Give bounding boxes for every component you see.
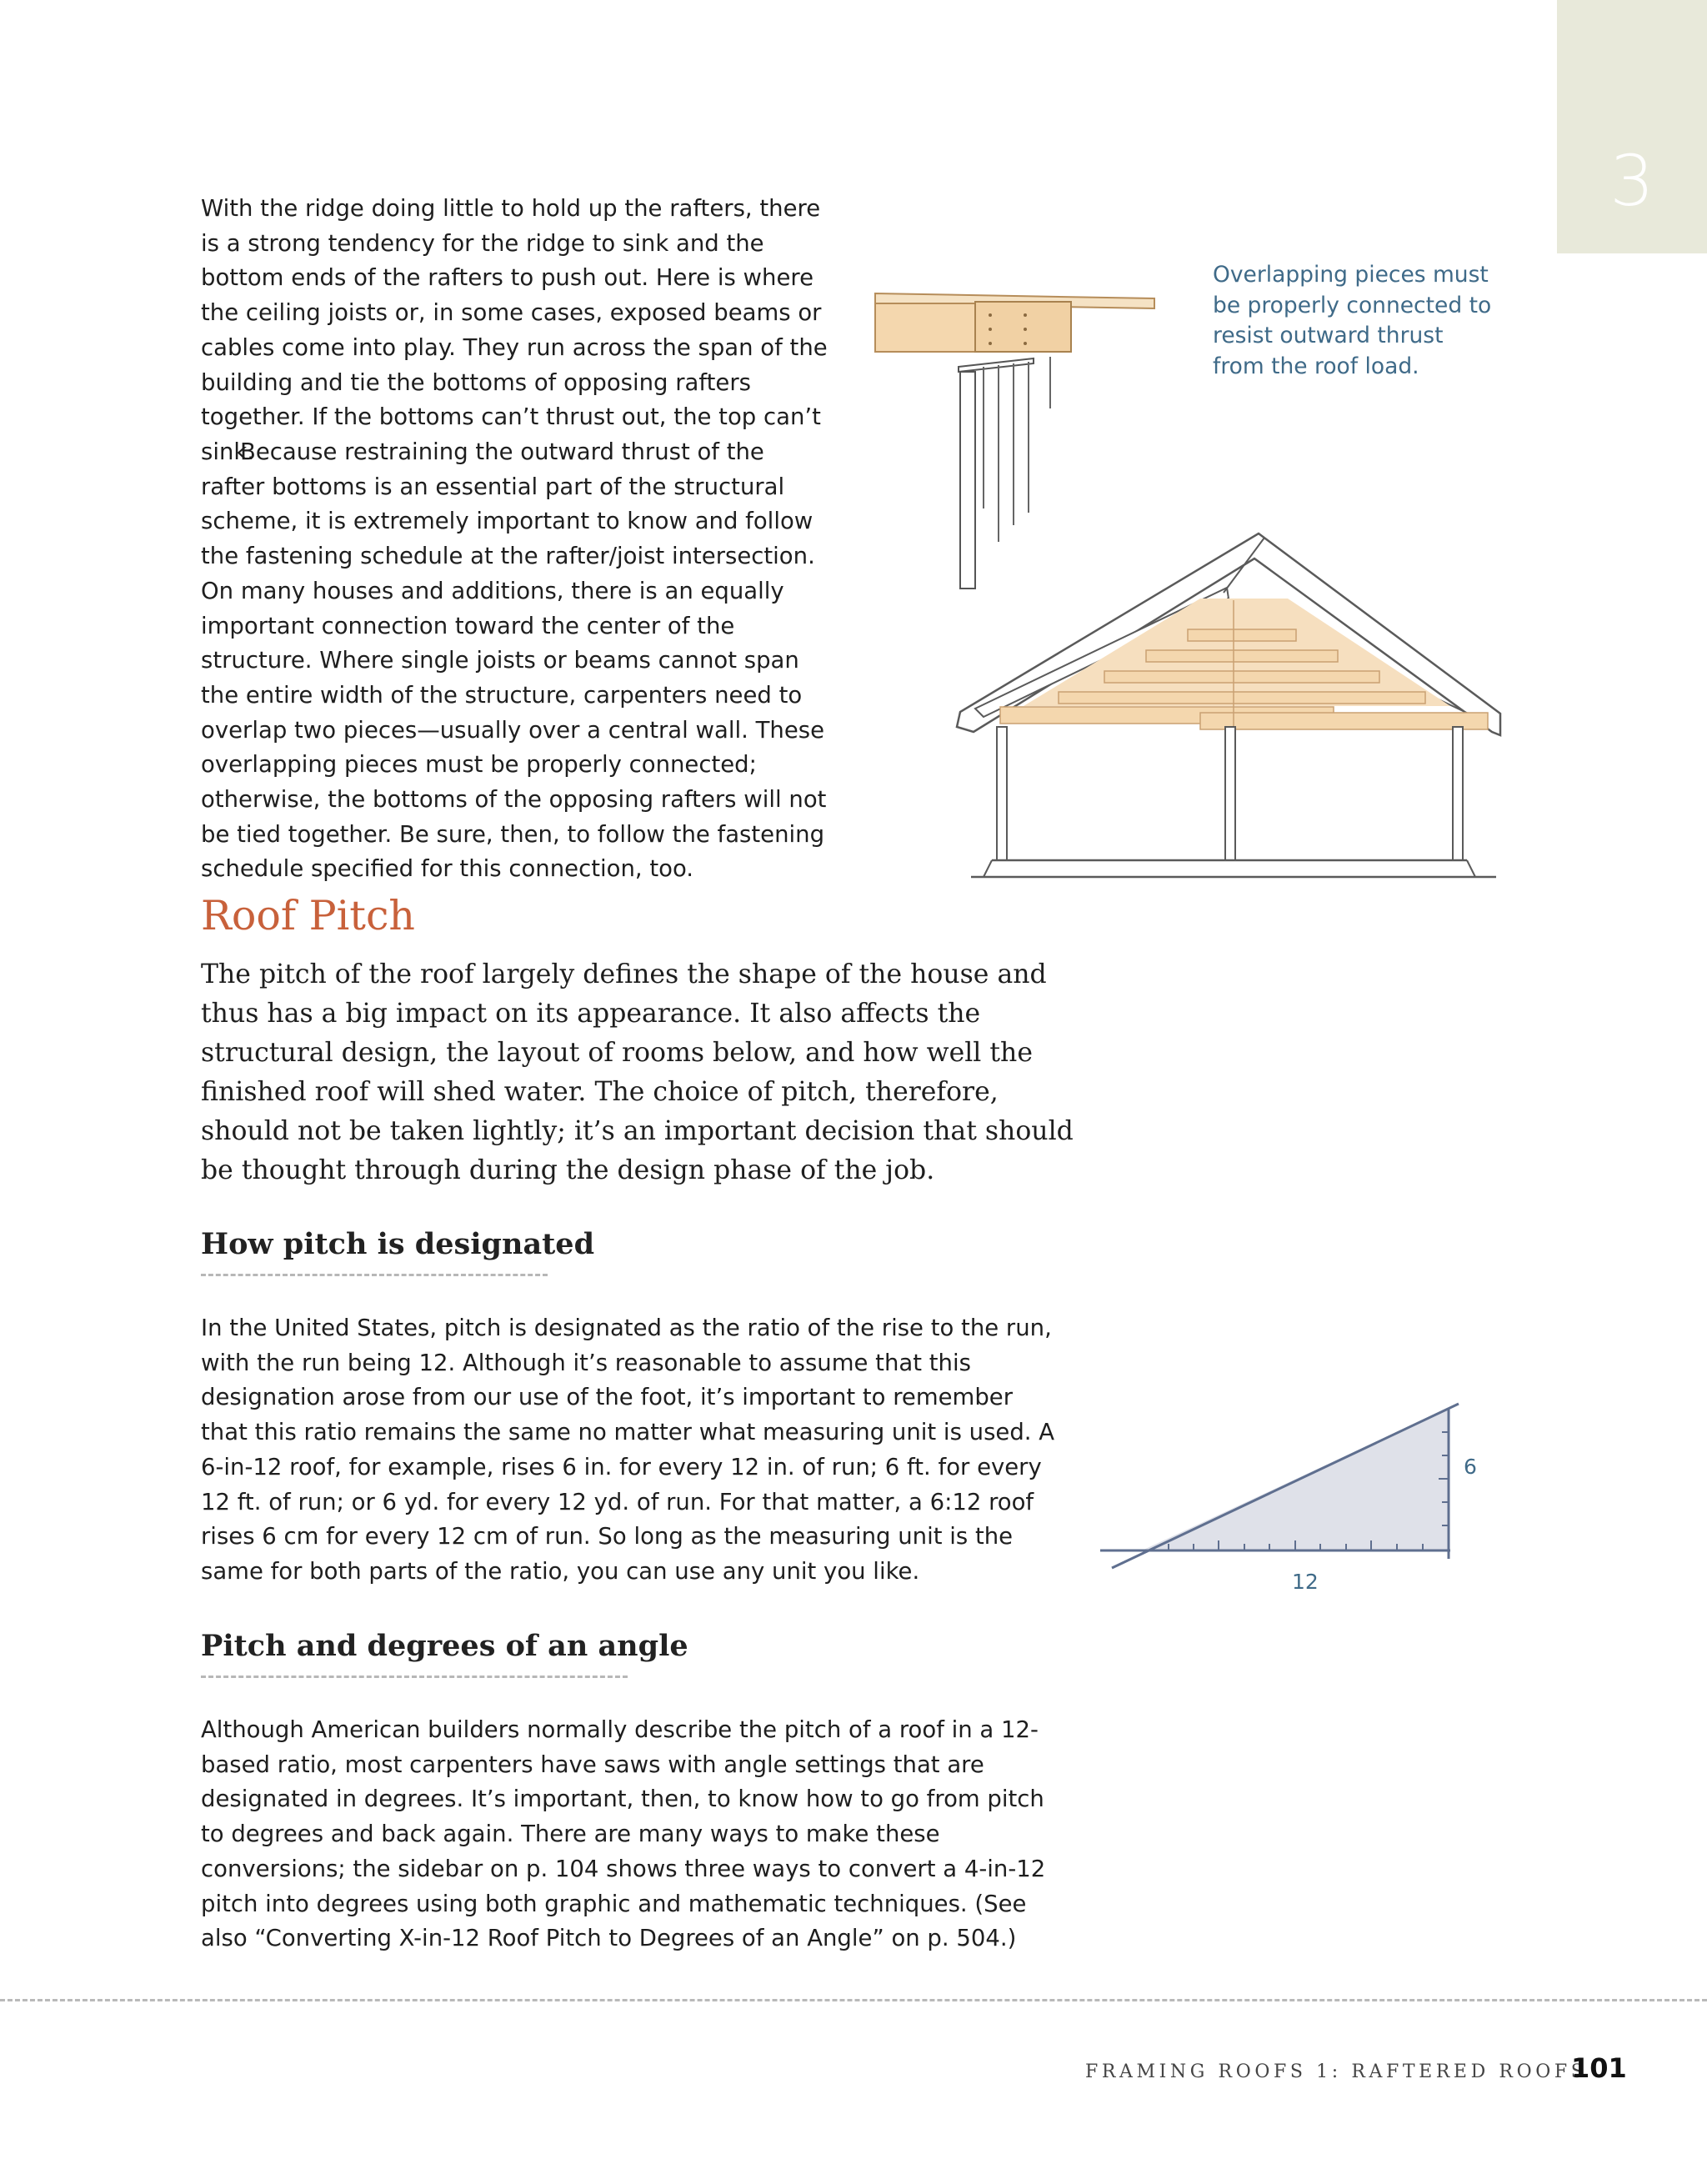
- page-divider: [0, 1999, 1707, 2001]
- subsection-body-2: Although American builders normally describe the pitch of a roof in a 12-based ratio, most carpenters have saws with angle settings that are designated in degrees. It’s important, then, to know how to go from pitch to degrees and back again. There are many ways to make these conversions; the sidebar on p. 104 shows three ways to convert a 4-in-12 pitch into degrees using both graphic and mathematic techniques. (See also “Converting X-in-12 Roof Pitch to Degrees of an Angle” on p. 504.): [201, 1716, 1046, 1952]
- run-label: 12: [1292, 1570, 1319, 1594]
- joist-detail: [875, 293, 1154, 589]
- subsection-title-1: How pitch is designated: [201, 1227, 595, 1261]
- running-head: FRAMING ROOFS 1: RAFTERED ROOFS: [1085, 2061, 1588, 2082]
- page-number: 101: [1571, 2052, 1627, 2084]
- intro-paragraph-2: Because restraining the outward thrust of the rafter bottoms is an essential part of the structural scheme, it is extremely important to know and follow the fastening schedule at the rafter/joist intersection. On many houses and additions, there is an equally important connection toward the center of the structure. Where single joists or beams cannot span the entire width of the structure, carpenters need to overlap two pieces—usually over a central wall. These overlapping pieces must be properly connected; otherwise, the bottoms of the opposing rafters will not be tied together. Be sure, then, to follow the fastening schedule specified for this connection, too.: [201, 438, 827, 883]
- joist-overlap-illustration: [867, 283, 1517, 892]
- subsection-title-2: Pitch and degrees of an angle: [201, 1629, 688, 1663]
- subsection-rule-2: [201, 1676, 628, 1678]
- chapter-tab: [1557, 0, 1707, 253]
- section-title: Roof Pitch: [201, 892, 415, 939]
- section-lead: The pitch of the roof largely defines the shape of the house and thus has a big impact on its appearance. It also affects the structural design, the layout of rooms below, and how well the finished roof will shed water. The choice of pitch, therefore, should not be taken lightly; it’s an important decision that should be thought through during the design phase of the job.: [201, 959, 1074, 1185]
- intro-paragraph-1: With the ridge doing little to hold up the rafters, there is a strong tendency for the ridge to sink and the bottom ends of the rafters to push out. Here is where the ceiling joists or, in some cases, exposed beams or cables come into play. They run across the span of the building and tie the bottoms of opposing rafters together. If the bottoms can’t thrust out, the top can’t sink.: [201, 195, 828, 465]
- subsection-body-1: In the United States, pitch is designated as the ratio of the rise to the run, with the run being 12. Although it’s reasonable to assume that this designation arose from our use of the foot, it’s important to remember that this ratio remains the same no matter what measuring unit is used. A 6-in-12 roof, for example, rises 6 in. for every 12 in. of run; 6 ft. for every 12 ft. of run; or 6 yd. for every 12 yd. of run. For that matter, a 6:12 roof rises 6 cm for every 12 cm of run. So long as the measuring unit is the same for both parts of the ratio, you can use any unit you like.: [201, 1315, 1055, 1585]
- subsection-rule-1: [201, 1274, 548, 1276]
- chapter-number: 3: [1609, 140, 1654, 222]
- gable-house-section: [957, 533, 1500, 877]
- pitch-triangle-diagram: [1092, 1384, 1484, 1600]
- rise-label: 6: [1464, 1455, 1477, 1479]
- figure-caption: Overlapping pieces must be properly connected to resist outward thrust from the roof load.: [1213, 262, 1492, 379]
